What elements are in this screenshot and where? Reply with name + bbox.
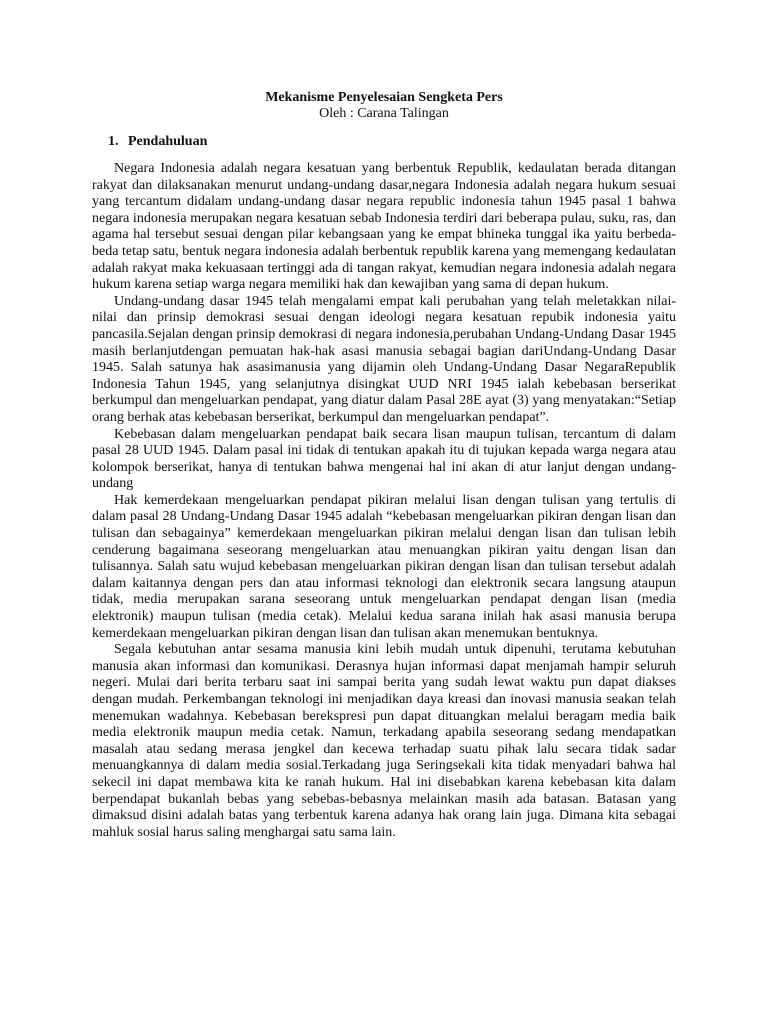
paragraph-1: Negara Indonesia adalah negara kesatuan yang berbentuk Republik, kedaulatan berada ditangan rakyat dan dilaksanakan menurut undang-undang dasar,negara Indonesia adalah negara hukum sesuai yang tercantum didalam undang-undang dasar negara republic indonesia tahun 1945 pasal 1 bahwa negara indonesia merupakan negara kesatuan sebab Indonesia terdiri dari beberapa pulau, suku, ras, dan agama hal tersebut sesuai dengan pilar kebangsaan yang ke empat bhineka tunggal ika yaitu berbeda-beda tetap satu, bentuk negara indonesia adalah berbentuk republik karena yang memengang kedaulatan adalah rakyat maka kekuasaan tertinggi ada di tangan rakyat, kemudian negara indonesia adalah negara hukum karena setiap warga negara memiliki hak dan kewajiban yang sama di depan hukum. <box>92 161 676 293</box>
document-title: Mekanisme Penyelesaian Sengketa Pers <box>265 90 503 105</box>
document-body <box>92 86 676 841</box>
paragraph-2: Undang-undang dasar 1945 telah mengalami empat kali perubahan yang telah meletakkan nilai-nilai dan prinsip demokrasi sesuai dengan ideologi negara kesatuan repubik indonesia yaitu pancasila.Sejalan dengan prinsip demokrasi di negara indonesia,perubahan Undang-Undang Dasar 1945 masih berlanjutdengan pemuatan hak-hak asasi manusia sebagai bagian dariUndang-Undang Dasar 1945. Salah satunya hak asasimanusia yang dijamin oleh Undang-Undang Dasar NegaraRepublik Indonesia Tahun 1945, yang selanjutnya disingkat UUD NRI 1945 ialah kebebasan berserikat berkumpul dan mengeluarkan pendapat, yang diatur dalam Pasal 28E ayat (3) yang menyatakan:“Setiap orang berhak atas kebebasan berserikat, berkumpul dan mengeluarkan pendapat”. <box>92 293 676 425</box>
section-heading <box>108 134 676 150</box>
section-title: Pendahuluan <box>128 134 208 149</box>
document-author: Oleh : Carana Talingan <box>319 106 449 121</box>
section-number: 1. <box>108 134 119 149</box>
paragraph-4: Hak kemerdekaan mengeluarkan pendapat pikiran melalui lisan dengan tulisan yang tertulis di dalam pasal 28 Undang-Undang Dasar 1945 adalah “kebebasan mengeluarkan pikiran dengan lisan dan tulisan dan sebagainya” kemerdekaan mengeluarkan pikiran melalui dengan lisan dan tulisan lebih cenderung bagaimana seseorang mengeluarkan atau menuangkan pikiran yaitu dengan lisan dan tulisannya. Salah satu wujud kebebasan mengeluarkan pikiran dengan lisan dan tulisan tersebut adalah dalam kaitannya dengan pers dan atau informasi teknologi dan elektronik secara langsung ataupun tidak, media merupakan sarana seseorang untuk mengeluarkan pendapat dengan lisan (media elektronik) maupun tulisan (media cetak). Melalui kedua sarana inilah hak asasi manusia berupa kemerdekaan mengeluarkan pikiran dengan lisan dan tulisan akan menemukan bentuknya. <box>92 492 676 641</box>
paragraph-3: Kebebasan dalam mengeluarkan pendapat baik secara lisan maupun tulisan, tercantum di dalam pasal 28 UUD 1945. Dalam pasal ini tidak di tentukan apakah itu di tujukan kepada warga negara atau kolompok berserikat, hanya di tentukan bahwa mengenai hal ini akan di atur lanjut dengan undang-undang <box>92 426 676 492</box>
paragraph-5: Segala kebutuhan antar sesama manusia kini lebih mudah untuk dipenuhi, terutama kebutuhan manusia akan informasi dan komunikasi. Derasnya hujan informasi dapat menjamah hampir seluruh negeri. Mulai dari berita terbaru saat ini sampai berita yang sudah lewat waktu pun dapat diakses dengan mudah. Perkembangan teknologi ini menjadikan daya kreasi dan inovasi manusia seakan telah menemukan wadahnya. Kebebasan berekspresi pun dapat dituangkan melalui beragam media baik media elektronik maupun media cetak. Namun, terkadang apabila seseorang sedang mendapatkan masalah atau sedang merasa jengkel dan kecewa terhadap suatu pihak lalu secara tidak sadar menuangkannya di dalam media sosial.Terkadang juga Seringsekali kita tidak menyadari bahwa hal sekecil ini dapat membawa kita ke ranah hukum. Hal ini disebabkan karena kebebasan kita dalam berpendapat bukanlah bebas yang sebebas-bebasnya melainkan masih ada batasan. Batasan yang dimaksud disini adalah batas yang terbentuk karena adanya hak orang lain juga. Dimana kita sebagai mahluk sosial harus saling menghargai satu sama lain. <box>92 642 676 840</box>
